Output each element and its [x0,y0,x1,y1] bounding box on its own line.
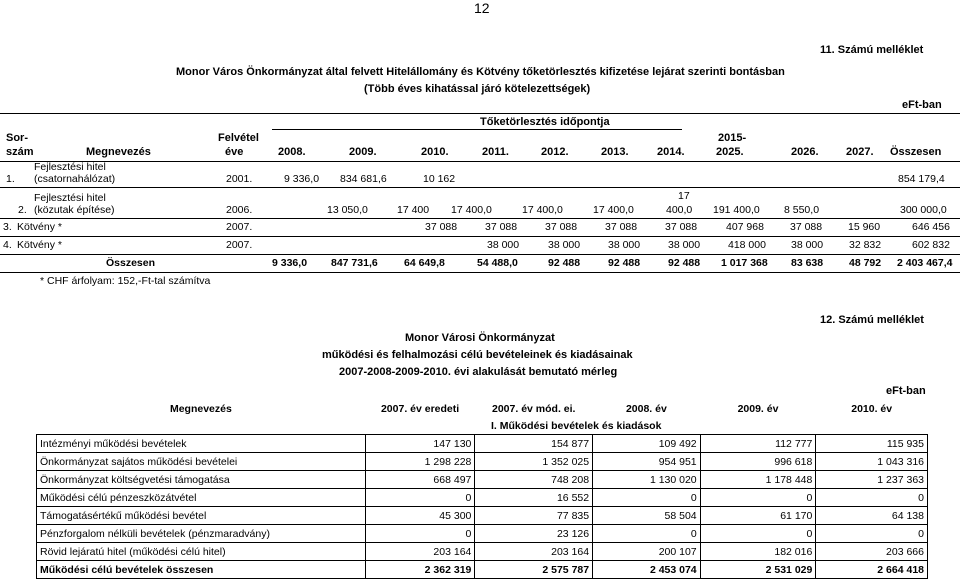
cell: 1 043 316 [816,453,928,471]
row2-v2013: 17 400,0 [593,204,634,216]
sum-2014: 92 488 [668,257,701,269]
row3-v2013: 37 088 [605,221,638,233]
row1-name2: (csatornahálózat) [34,173,116,185]
cell: 1 352 025 [475,453,593,471]
table2-title2: működési és felhalmozási célú bevételeinek és kiadásainak [322,349,633,361]
row4-v2013: 38 000 [668,239,701,251]
row3-year: 2007. [226,221,253,233]
row3-v2011: 37 088 [485,221,518,233]
year-2011: 2011. [482,146,509,158]
row1-v2009: 834 681,6 [340,173,387,185]
row-label: Önkormányzat költségvetési támogatása [37,471,366,489]
sum-label: Összesen [106,257,156,269]
row3-no: 3. [3,221,12,233]
annex-12-label: 12. Számú melléklet [820,314,924,326]
annex-11-label: 11. Számú melléklet [820,44,924,56]
table-row [37,543,928,561]
table1-subtitle: (Több éves kihatással járó kötelezettségek) [364,83,591,95]
row-label: Önkormányzat sajátos működési bevételei [37,453,366,471]
table-row [37,507,928,525]
row3-v2014: 37 088 [665,221,698,233]
row2-no: 2. [18,204,27,216]
header-2010: 2010. év [851,402,893,415]
total-cell: 2 664 418 [816,561,928,579]
year-2012: 2012. [541,146,569,158]
cell: 203 164 [365,543,475,561]
row1-no: 1. [6,173,15,185]
table-row [37,435,928,453]
row2-v2026: 8 550,0 [784,204,820,216]
sum-2013: 92 488 [608,257,641,269]
table-row [37,489,928,507]
row1-total: 854 179,4 [898,173,945,185]
row-label: Támogatásértékű működési bevétel [37,507,366,525]
cell: 58 504 [593,507,701,525]
cell: 115 935 [816,435,928,453]
cell: 23 126 [475,525,593,543]
sum-2011: 54 488,0 [477,257,518,269]
cell: 64 138 [816,507,928,525]
col-felvetel-2: éve [225,146,244,158]
total-cell: 2 362 319 [365,561,475,579]
year-2027: 2027. [846,146,874,158]
table1-title: Monor Város Önkormányzat által felvett Hitelállomány és Kötvény tőketörlesztés kifizetése lejárat szerinti bontásban [176,66,785,78]
cell: 1 178 448 [700,471,816,489]
total-row-label: Működési célú bevételek összesen [37,561,366,579]
table-row [37,525,928,543]
header-2007-mod: 2007. év mód. ei. [492,402,576,415]
sum-total: 2 403 467,4 [897,257,953,269]
cell: 748 208 [475,471,593,489]
row2-name2: (közutak építése) [34,204,115,216]
col-sorszam-2: szám [6,146,34,158]
header-2008: 2008. év [625,402,667,415]
cell: 1 130 020 [593,471,701,489]
row1-name1: Fejlesztési hitel [34,161,106,173]
sum-2026: 83 638 [791,257,824,269]
cell: 112 777 [700,435,816,453]
row-label: Pénzforgalom nélküli bevételek (pénzmaradvány) [37,525,366,543]
row4-v2026: 38 000 [791,239,824,251]
cell: 77 835 [475,507,593,525]
row3-total: 646 456 [912,221,950,233]
cell: 0 [816,489,928,507]
sum-2008: 9 336,0 [272,257,308,269]
cell: 996 618 [700,453,816,471]
row4-v2015: 418 000 [728,239,766,251]
cell: 668 497 [365,471,475,489]
row2-v2015: 191 400,0 [713,204,760,216]
sum-2009: 847 731,6 [331,257,378,269]
table2-title1: Monor Városi Önkormányzat [405,332,555,344]
table-row [37,453,928,471]
row4-name: Kötvény * [17,239,62,251]
total-cell: 2 531 029 [700,561,816,579]
cell: 1 237 363 [816,471,928,489]
total-cell: 2 453 074 [593,561,701,579]
row2-v2011: 17 400,0 [451,204,492,216]
row1-year: 2001. [226,173,253,185]
cell: 182 016 [700,543,816,561]
year-2015-2: 2025. [716,146,744,158]
year-2013: 2013. [601,146,629,158]
sum-2012: 92 488 [548,257,581,269]
year-2026: 2026. [791,146,819,158]
row4-v2011: 38 000 [548,239,581,251]
cell: 154 877 [475,435,593,453]
total-cell: 2 575 787 [475,561,593,579]
year-2009: 2009. [349,146,377,158]
row4-v2012: 38 000 [608,239,641,251]
header-megnevezes: Megnevezés [169,402,232,415]
col-sorszam-1: Sor- [6,132,28,144]
row4-v2027: 32 832 [849,239,882,251]
year-2008: 2008. [278,146,306,158]
row3-v2010: 37 088 [425,221,458,233]
table2-title3: 2007-2008-2009-2010. évi alakulását bemutató mérleg [339,366,618,378]
row2-v2014b: 400,0 [666,204,693,216]
sum-2015: 1 017 368 [721,257,768,269]
year-2014: 2014. [657,146,685,158]
col-megnevezes: Megnevezés [86,146,151,158]
cell: 954 951 [593,453,701,471]
group-header: Tőketörlesztés időpontja [480,116,610,128]
row2-v2012: 17 400,0 [522,204,563,216]
col-felvetel-1: Felvétel [218,132,259,144]
row4-no: 4. [3,239,12,251]
cell: 200 107 [593,543,701,561]
row3-v2026: 37 088 [790,221,823,233]
row2-v2010: 17 400 [397,204,430,216]
table2-unit: eFt-ban [886,385,926,397]
page-number: 12 [474,0,490,16]
cell: 0 [700,525,816,543]
total-row [37,561,928,579]
cell: 147 130 [365,435,475,453]
header-2007-eredeti: 2007. év eredeti [380,402,460,415]
row4-v2010: 38 000 [487,239,520,251]
cell: 0 [365,489,475,507]
row2-v2014a: 17 [678,190,690,202]
row2-year: 2006. [226,204,253,216]
cell: 45 300 [365,507,475,525]
row-label: Intézményi működési bevételek [37,435,366,453]
row3-v2027: 15 960 [848,221,881,233]
sum-2027: 48 792 [849,257,882,269]
cell: 0 [593,525,701,543]
header-2009: 2009. év [737,402,779,415]
year-2010: 2010. [421,146,449,158]
row4-total: 602 832 [912,239,950,251]
row3-v2015: 407 968 [726,221,764,233]
row1-v2010: 10 162 [423,173,456,185]
table1-unit: eFt-ban [902,99,942,111]
row2-v2009: 13 050,0 [327,204,368,216]
col-osszesen: Összesen [890,146,942,158]
section-title: I. Működési bevételek és kiadások [491,419,662,432]
row3-name: Kötvény * [17,221,62,233]
balance-table [36,400,928,579]
row3-v2012: 37 088 [545,221,578,233]
year-2015-1: 2015- [718,132,747,144]
row-label: Rövid lejáratú hitel (működési célú hitel) [37,543,366,561]
footnote: * CHF árfolyam: 152,-Ft-tal számítva [40,275,211,287]
row2-name1: Fejlesztési hitel [34,192,106,204]
cell: 203 164 [475,543,593,561]
cell: 109 492 [593,435,701,453]
row1-v2008: 9 336,0 [284,173,320,185]
row4-year: 2007. [226,239,253,251]
row2-total: 300 000,0 [900,204,947,216]
cell: 203 666 [816,543,928,561]
cell: 1 298 228 [365,453,475,471]
table-row [37,471,928,489]
cell: 61 170 [700,507,816,525]
cell: 0 [816,525,928,543]
cell: 0 [593,489,701,507]
cell: 0 [365,525,475,543]
cell: 0 [700,489,816,507]
sum-2010: 64 649,8 [404,257,445,269]
row-label: Működési célú pénzeszközátvétel [37,489,366,507]
cell: 16 552 [475,489,593,507]
